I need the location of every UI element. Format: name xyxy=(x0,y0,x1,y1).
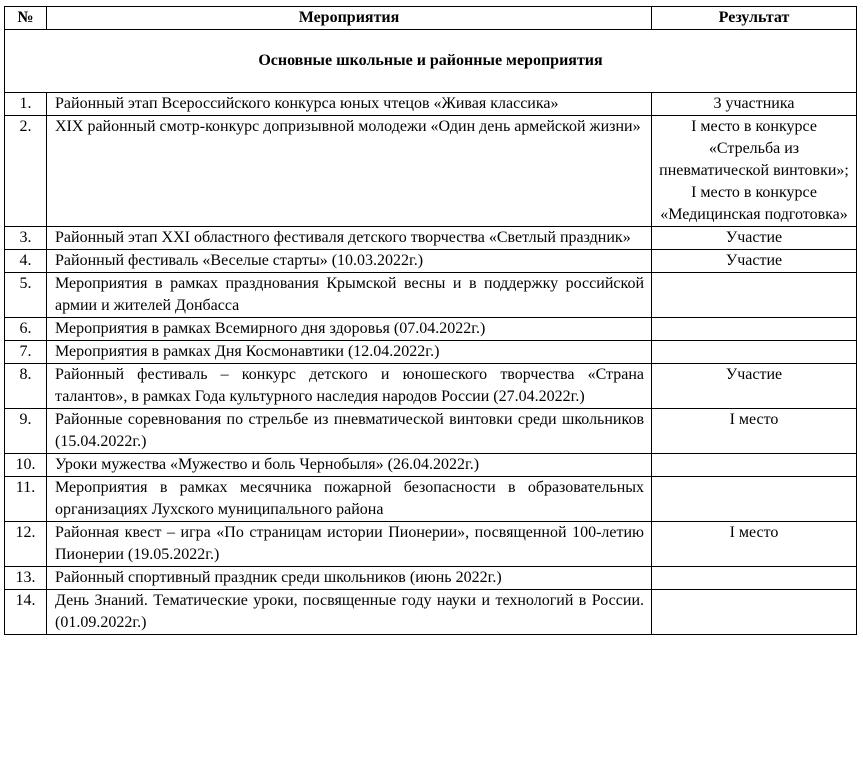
table-row xyxy=(5,116,857,227)
table-row xyxy=(5,590,857,635)
row-result: I место xyxy=(652,522,857,567)
row-result: I место xyxy=(652,409,857,454)
row-event: Мероприятия в рамках месячника пожарной безопасности в образовательных организациях Лухского муниципального района xyxy=(47,477,652,522)
row-event: Районный этап Всероссийского конкурса юных чтецов «Живая классика» xyxy=(47,93,652,116)
row-event: XIX районный смотр-конкурс допризывной молодежи «Один день армейской жизни» xyxy=(47,116,652,227)
row-number: 14. xyxy=(5,590,47,635)
table-row xyxy=(5,318,857,341)
row-event: Районные соревнования по стрельбе из пневматической винтовки среди школьников (15.04.2022г.) xyxy=(47,409,652,454)
row-result: Участие xyxy=(652,364,857,409)
row-number: 1. xyxy=(5,93,47,116)
row-result xyxy=(652,590,857,635)
row-result: I место в конкурсе «Стрельба из пневматической винтовки»; I место в конкурсе «Медицинская подготовка» xyxy=(652,116,857,227)
row-event: Мероприятия в рамках Дня Космонавтики (12.04.2022г.) xyxy=(47,341,652,364)
row-number: 8. xyxy=(5,364,47,409)
table-row xyxy=(5,341,857,364)
row-event: Районный фестиваль – конкурс детского и юношеского творчества «Страна талантов», в рамках Года культурного наследия народов России (27.04.2022г.) xyxy=(47,364,652,409)
table-row xyxy=(5,273,857,318)
row-number: 12. xyxy=(5,522,47,567)
row-event: Мероприятия в рамках празднования Крымской весны и в поддержку российской армии и жителей Донбасса xyxy=(47,273,652,318)
row-number: 7. xyxy=(5,341,47,364)
row-event: Районный спортивный праздник среди школьников (июнь 2022г.) xyxy=(47,567,652,590)
header-num: № xyxy=(5,7,47,30)
row-number: 6. xyxy=(5,318,47,341)
row-event: Районная квест – игра «По страницам истории Пионерии», посвященной 100-летию Пионерии (19.05.2022г.) xyxy=(47,522,652,567)
table-row xyxy=(5,364,857,409)
section-row xyxy=(5,30,857,93)
row-number: 13. xyxy=(5,567,47,590)
row-number: 5. xyxy=(5,273,47,318)
row-result xyxy=(652,454,857,477)
table-row xyxy=(5,250,857,273)
row-event: Мероприятия в рамках Всемирного дня здоровья (07.04.2022г.) xyxy=(47,318,652,341)
row-result xyxy=(652,567,857,590)
header-event: Мероприятия xyxy=(47,7,652,30)
section-title: Основные школьные и районные мероприятия xyxy=(5,30,857,93)
table-row xyxy=(5,409,857,454)
row-number: 2. xyxy=(5,116,47,227)
row-result xyxy=(652,318,857,341)
table-row xyxy=(5,227,857,250)
row-result: 3 участника xyxy=(652,93,857,116)
table-row xyxy=(5,454,857,477)
row-result xyxy=(652,341,857,364)
row-event: Районный этап XXI областного фестиваля детского творчества «Светлый праздник» xyxy=(47,227,652,250)
table-header-row xyxy=(5,7,857,30)
row-result xyxy=(652,273,857,318)
row-number: 11. xyxy=(5,477,47,522)
row-event: Районный фестиваль «Веселые старты» (10.03.2022г.) xyxy=(47,250,652,273)
row-number: 4. xyxy=(5,250,47,273)
table-row xyxy=(5,567,857,590)
row-result xyxy=(652,477,857,522)
header-result: Результат xyxy=(652,7,857,30)
row-result: Участие xyxy=(652,227,857,250)
row-result: Участие xyxy=(652,250,857,273)
row-number: 10. xyxy=(5,454,47,477)
events-table xyxy=(4,6,857,635)
table-row xyxy=(5,93,857,116)
table-row xyxy=(5,522,857,567)
row-number: 9. xyxy=(5,409,47,454)
table-row xyxy=(5,477,857,522)
row-event: День Знаний. Тематические уроки, посвященные году науки и технологий в России. (01.09.2022г.) xyxy=(47,590,652,635)
row-event: Уроки мужества «Мужество и боль Чернобыля» (26.04.2022г.) xyxy=(47,454,652,477)
row-number: 3. xyxy=(5,227,47,250)
